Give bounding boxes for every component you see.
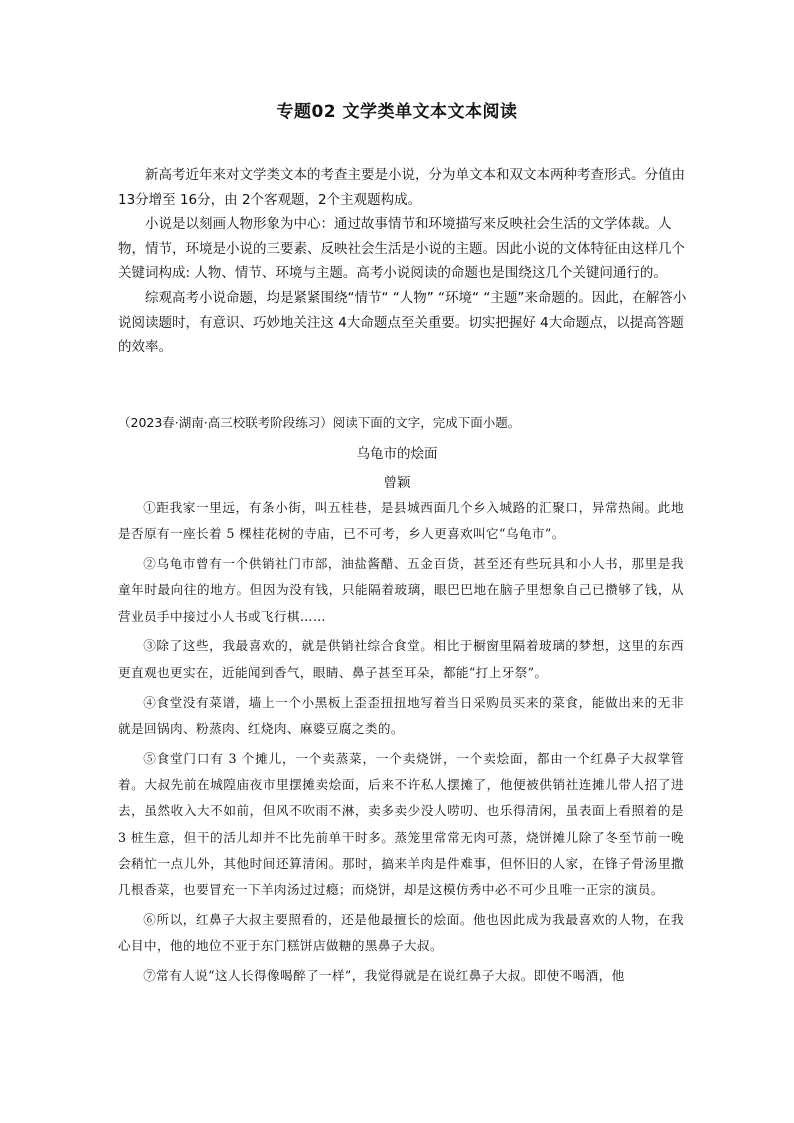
intro-section xyxy=(118,163,690,360)
story-paragraph: ⑤食堂门口有 3 个摊儿，一个卖蒸菜，一个卖烧饼，一个卖烩面，都由一个红鼻子大叔掌管着。大叔先前在城隍庙夜市里摆摊卖烩面，后来不许私人摆摊了，他便被供销社连摊儿带人招了进去，虽然收入大不如前，但风不吹雨不淋，卖多卖少没人唠叨、也乐得清闲，虽表面上看照着的是 3 桩生意，但干的活儿却并不比先前单干时多。蒸笼里常常无肉可蒸，烧饼摊儿除了冬至节前一晚会稍忙一点儿外，其他时间还算清闲。那时，搞来羊肉是件难事，但怀旧的人家，在锋子骨汤里撒几根香菜，也要冒充一下羊肉汤过过瘾；而烧饼，却是这模仿秀中必不可少且唯一正宗的演员。 xyxy=(118,750,684,898)
story-title: 乌龟市的烩面 xyxy=(356,446,438,462)
story-paragraph: ⑦常有人说“这人长得像喝醉了一样”，我觉得就是在说红鼻子大叔。即使不喝酒，他 xyxy=(143,968,625,984)
story-paragraph: ⑥所以，红鼻子大叔主要照看的，还是他最擅长的烩面。他也因此成为我最喜欢的人物，在我心目中，他的地位不亚于东门糕饼店做糖的黑鼻子大叔。 xyxy=(118,911,684,954)
story-paragraph: ①距我家一里远，有条小街，叫五桂巷，是县城西面几个乡入城路的汇聚口，异常热闹。此地是否原有一座长着 5 棵桂花树的寺庙，已不可考，乡人更喜欢叫它“乌龟市”。 xyxy=(118,500,684,542)
intro-paragraph: 小说是以刻画人物形象为中心：通过故事情节和环境描写来反映社会生活的文学体裁。人物，情节，环境是小说的三要素、反映社会生活是小说的主题。因此小说的文体特征由这样几个关键词构成: 人物、情节、环境与主题。高考小说阅读的命题也是围绕这几个关键问通行的。 xyxy=(118,216,685,282)
document-title: 专题02 文学类单文本文本阅读 xyxy=(276,102,518,122)
intro-paragraph: 新高考近年来对文学类文本的考查主要是小说，分为单文本和双文本两种考查形式。分值由 13分增至 16分，由 2个客观题，2个主观题构成。 xyxy=(118,167,685,208)
story-paragraph: ④食堂没有菜谱，墙上一个小黑板上歪歪扭扭地写着当日采购员买来的菜食，能做出来的无非就是回锅肉、粉蒸肉、红烧肉、麻婆豆腐之类的。 xyxy=(118,694,684,736)
story-paragraph: ②乌龟市曾有一个供销社门市部，油盐酱醋、五金百货，甚至还有些玩具和小人书，那里是我童年时最向往的地方。但因为没有钱，只能隔着玻璃，眼巴巴地在脑子里想象自己已攒够了钱，从营业员手中接过小人书或飞行棋…… xyxy=(118,556,684,624)
story-author: 曾颖 xyxy=(383,475,411,491)
story-body xyxy=(118,495,684,993)
story-paragraph: ③除了这些，我最喜欢的，就是供销社综合食堂。相比于橱窗里隔着玻璃的梦想，这里的东西更直观也更实在，近能闻到香气，眼睛、鼻子甚至耳朵，都能“打上牙祭”。 xyxy=(118,638,684,680)
question-source: （2023春·湖南·高三校联考阶段练习）阅读下面的文字，完成下面小题。 xyxy=(118,415,521,430)
intro-paragraph: 综观高考小说命题，均是紧紧围绕“情节“ “人物” “环境“ “主题”来命题的。因此，在解答小说阅读题时，有意识、巧妙地关注这 4大命题点至关重要。切实把握好 4大命题点，以提高答题的效率。 xyxy=(118,289,687,356)
